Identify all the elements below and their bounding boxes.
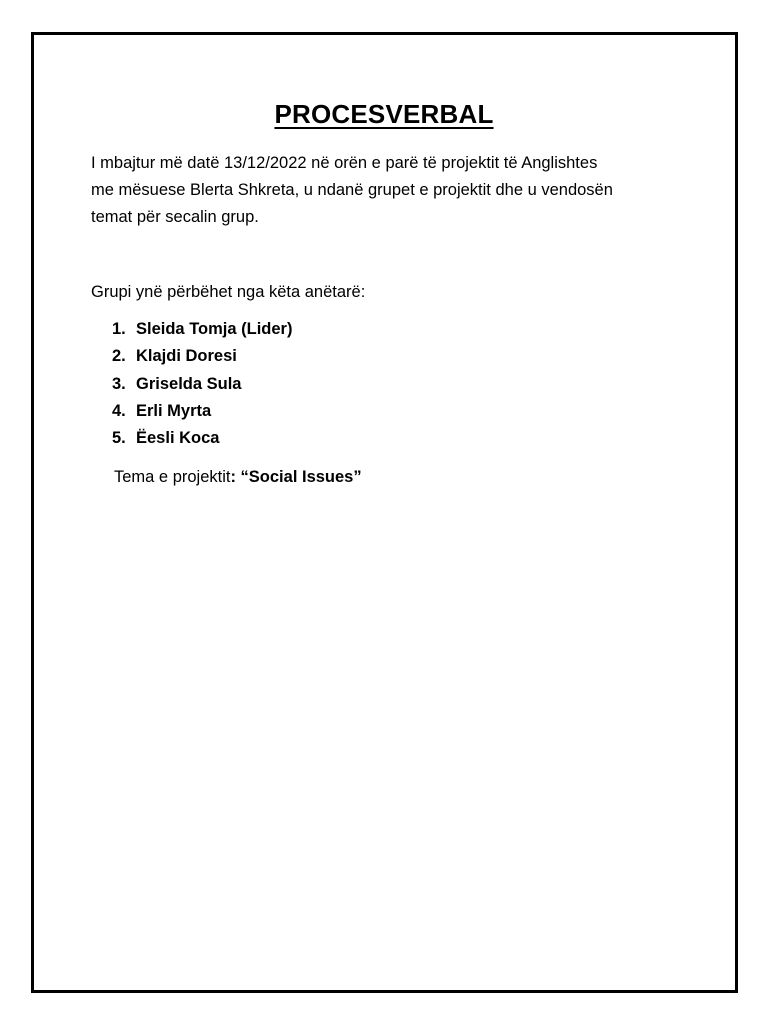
intro-line: temat për secalin grup. — [91, 208, 259, 226]
list-item — [112, 426, 292, 453]
member-name: Klajdi Doresi — [136, 347, 237, 366]
list-number: 5. — [112, 429, 126, 448]
list-item — [112, 399, 292, 426]
member-list — [112, 317, 292, 453]
list-number: 1. — [112, 320, 126, 338]
page-title: PROCESVERBAL — [274, 99, 494, 129]
list-item — [112, 317, 292, 344]
list-item — [112, 372, 292, 399]
member-name: Erli Myrta — [136, 401, 212, 420]
topic-value: : “Social Issues” — [230, 468, 362, 486]
members-intro: Grupi ynë përbëhet nga këta anëtarë: — [91, 283, 366, 301]
list-item — [112, 344, 292, 371]
intro-paragraph — [91, 150, 691, 231]
topic-label: Tema e projektit — [114, 468, 231, 486]
member-name: Sleida Tomja (Lider) — [136, 320, 293, 338]
member-name: Ëesli Koca — [136, 429, 220, 448]
list-number: 3. — [112, 374, 126, 393]
list-number: 2. — [112, 347, 126, 366]
intro-line: me mësuese Blerta Shkreta, u ndanë grupet e projektit dhe u vendosën — [91, 181, 613, 199]
list-number: 4. — [112, 401, 126, 420]
project-topic — [114, 465, 362, 489]
intro-line: I mbajtur më datë 13/12/2022 në orën e parë të projektit të Anglishtes — [91, 154, 598, 172]
member-name: Griselda Sula — [136, 374, 242, 393]
